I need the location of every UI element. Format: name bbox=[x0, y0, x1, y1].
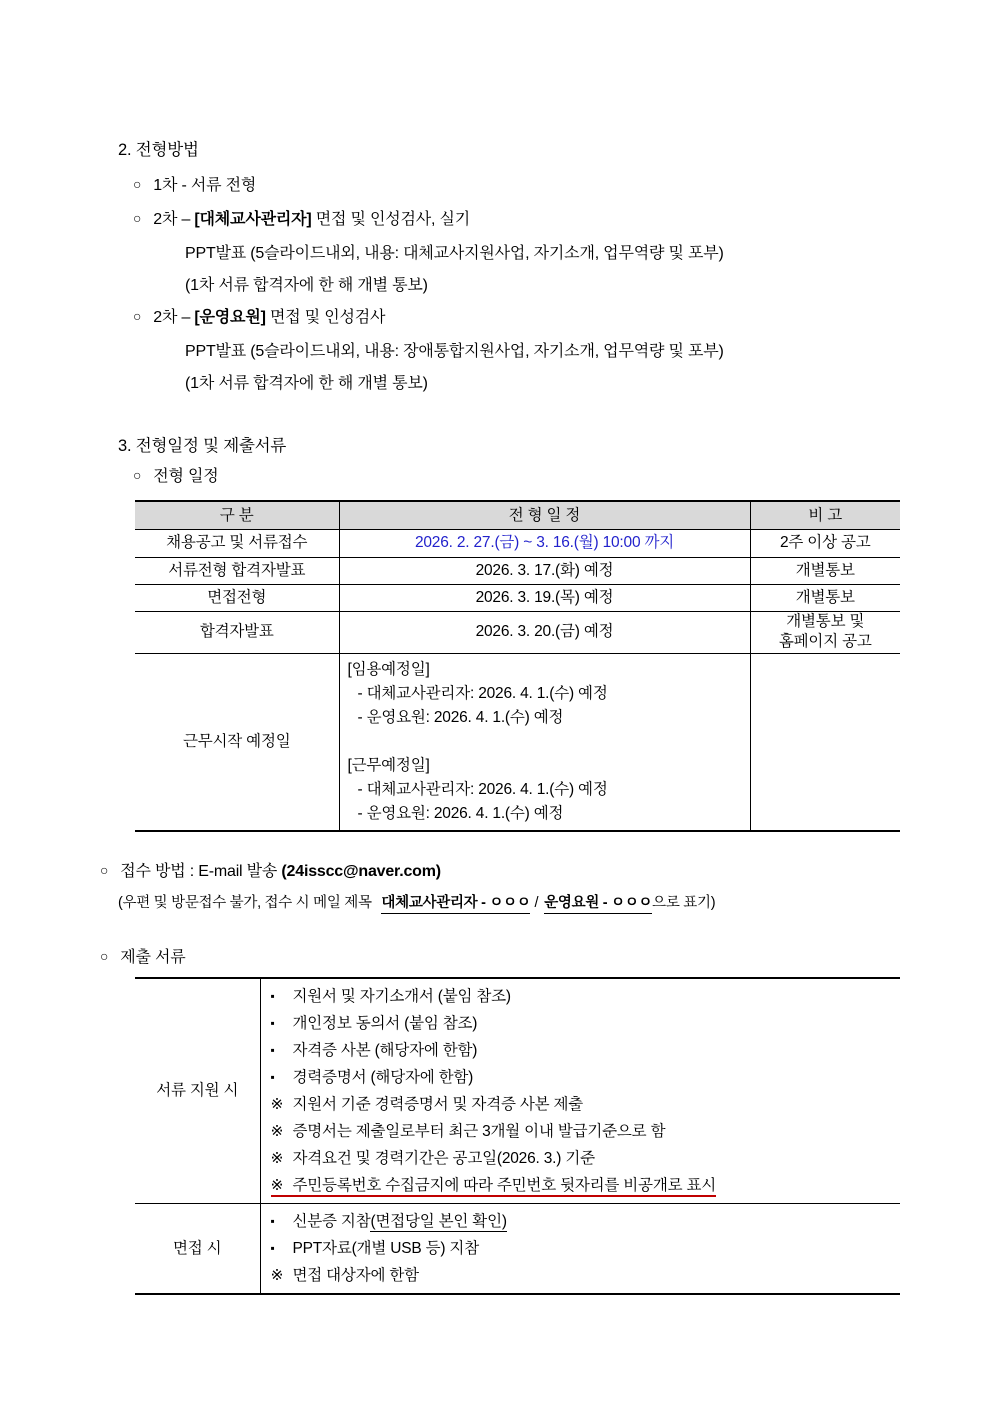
item-text: 신분증 지참 bbox=[292, 1213, 371, 1230]
table-row bbox=[135, 653, 900, 831]
square-marker: ▪ bbox=[270, 1016, 275, 1030]
individual-notice-note-manager: (1차 서류 합격자에 한 해 개별 통보) bbox=[185, 277, 428, 294]
circle-marker: ○ bbox=[133, 308, 142, 324]
row-note: 개별통보 bbox=[750, 557, 900, 584]
slash-separator: / bbox=[534, 895, 539, 911]
bullet-submission-docs bbox=[100, 944, 186, 967]
item-text: 자격요건 및 경력기간은 공고일(2026. 3.) 기준 bbox=[292, 1150, 595, 1167]
square-marker: ▪ bbox=[270, 989, 275, 1003]
item-text: PPT자료(개별 USB 등) 지참 bbox=[292, 1240, 479, 1257]
list-item bbox=[271, 1145, 901, 1172]
bullet-schedule bbox=[133, 463, 219, 486]
reception-note bbox=[118, 891, 715, 912]
row-schedule-date: 2026. 3. 20.(금) 예정 bbox=[339, 611, 750, 653]
table-row bbox=[135, 529, 900, 557]
square-marker: ▪ bbox=[270, 1043, 275, 1057]
square-marker: ▪ bbox=[270, 1241, 275, 1255]
ppt-presentation-note-operator: PPT발표 (5슬라이드내외, 내용: 장애통합지원사업, 자기소개, 업무역량 및 포부) bbox=[185, 343, 724, 360]
reference-marker: ※ bbox=[270, 1123, 284, 1140]
item-text: 개인정보 동의서 (붙임 참조) bbox=[292, 1015, 478, 1032]
ppt-presentation-note-manager: PPT발표 (5슬라이드내외, 내용: 대체교사지원사업, 자기소개, 업무역량 및 포부) bbox=[185, 245, 724, 262]
col-header-schedule: 전 형 일 정 bbox=[339, 501, 750, 529]
row-note: 2주 이상 공고 bbox=[750, 529, 900, 557]
square-marker: ▪ bbox=[270, 1070, 275, 1084]
list-item bbox=[271, 1037, 901, 1064]
bullet-second-round-manager bbox=[133, 206, 470, 229]
circle-marker: ○ bbox=[100, 862, 109, 878]
work-date-operator: - 운영요원: 2026. 4. 1.(수) 예정 bbox=[357, 804, 564, 822]
row-note-line2: 홈페이지 공고 bbox=[778, 633, 872, 650]
item-text: 증명서는 제출일로부터 최근 3개월 이내 발급기준으로 함 bbox=[292, 1123, 666, 1140]
item-text: 주민등록번호 수집금지에 따라 주민번호 뒷자리를 비공개로 표시 bbox=[292, 1177, 717, 1194]
schedule-header-row bbox=[135, 501, 900, 529]
list-item bbox=[271, 1118, 901, 1145]
first-round-text: 1차 - 서류 전형 bbox=[153, 177, 257, 194]
col-header-remarks: 비 고 bbox=[750, 501, 900, 529]
role-substitute-teacher-manager: [대체교사관리자] bbox=[194, 211, 312, 228]
appointment-date-operator: - 운영요원: 2026. 4. 1.(수) 예정 bbox=[357, 708, 564, 726]
bullet-second-round-operator bbox=[133, 304, 385, 327]
row-note-line1: 개별통보 및 bbox=[786, 613, 865, 630]
row-note bbox=[750, 653, 900, 831]
row-note: 개별통보 bbox=[750, 584, 900, 611]
second-round-post-2: 면접 및 인성검사 bbox=[265, 309, 386, 326]
bullet-first-round bbox=[133, 172, 256, 195]
work-date-title: [근무예정일] bbox=[347, 756, 430, 774]
reference-marker: ※ bbox=[270, 1177, 284, 1194]
submission-row-header: 서류 지원 시 bbox=[135, 978, 260, 1204]
reception-label: 접수 방법 : E-mail 발송 bbox=[120, 863, 282, 880]
row-schedule-date: 2026. 3. 17.(화) 예정 bbox=[339, 557, 750, 584]
list-item bbox=[271, 1091, 901, 1118]
section-schedule-heading: 3. 전형일정 및 제출서류 bbox=[118, 437, 287, 455]
submission-row-header: 면접 시 bbox=[173, 1239, 222, 1257]
item-text: 경력증명서 (해당자에 한함) bbox=[292, 1069, 474, 1086]
item-text-underlined: (면접당일 본인 확인) bbox=[370, 1213, 507, 1230]
list-item bbox=[271, 1064, 901, 1091]
appointment-date-title: [임용예정일] bbox=[347, 660, 430, 678]
row-note bbox=[750, 611, 900, 653]
list-item-red-underline bbox=[271, 1172, 901, 1199]
list-item bbox=[271, 1208, 901, 1235]
list-item bbox=[271, 983, 901, 1010]
reception-note-pre: (우편 및 방문접수 불가, 접수 시 메일 제목 bbox=[118, 895, 376, 911]
role-operation-staff: [운영요원] bbox=[194, 309, 266, 326]
submission-items-cell bbox=[260, 1204, 900, 1295]
row-schedule-date: 2026. 2. 27.(금) ~ 3. 16.(월) 10:00 까지 bbox=[339, 529, 750, 557]
reference-marker: ※ bbox=[270, 1267, 284, 1284]
reception-email: (24isscc@naver.com) bbox=[281, 863, 441, 880]
blank-line bbox=[348, 730, 750, 754]
table-row bbox=[135, 978, 900, 1204]
submission-label: 제출 서류 bbox=[120, 949, 186, 966]
work-start-detail-cell bbox=[339, 653, 750, 831]
item-text: 지원서 및 자기소개서 (붙임 참조) bbox=[292, 988, 511, 1005]
circle-marker: ○ bbox=[133, 467, 142, 483]
table-row bbox=[135, 584, 900, 611]
row-label: 면접전형 bbox=[135, 584, 339, 611]
submission-table bbox=[135, 977, 900, 1295]
submission-items-cell bbox=[260, 978, 900, 1204]
list-item bbox=[271, 1262, 901, 1289]
schedule-table bbox=[135, 500, 900, 832]
item-text: 면접 대상자에 한함 bbox=[292, 1267, 419, 1284]
bullet-reception-method bbox=[100, 858, 441, 881]
table-row bbox=[135, 1204, 900, 1295]
circle-marker: ○ bbox=[100, 948, 109, 964]
col-header-category: 구 분 bbox=[135, 501, 339, 529]
row-label: 서류전형 합격자발표 bbox=[135, 557, 339, 584]
appointment-date-manager: - 대체교사관리자: 2026. 4. 1.(수) 예정 bbox=[357, 684, 608, 702]
list-item bbox=[271, 1010, 901, 1037]
circle-marker: ○ bbox=[133, 176, 142, 192]
row-schedule-date: 2026. 3. 19.(목) 예정 bbox=[339, 584, 750, 611]
work-date-manager: - 대체교사관리자: 2026. 4. 1.(수) 예정 bbox=[357, 780, 608, 798]
second-round-pre: 2차 – bbox=[153, 211, 195, 228]
row-label: 합격자발표 bbox=[135, 611, 339, 653]
table-row bbox=[135, 611, 900, 653]
mail-subject-operator: 운영요원 - ㅇㅇㅇ bbox=[544, 895, 652, 914]
section-method-heading: 2. 전형방법 bbox=[118, 141, 199, 159]
reference-marker: ※ bbox=[270, 1150, 284, 1167]
square-marker: ▪ bbox=[270, 1214, 275, 1228]
list-item bbox=[271, 1235, 901, 1262]
item-text: 지원서 기준 경력증명서 및 자격증 사본 제출 bbox=[292, 1096, 584, 1113]
row-label: 채용공고 및 서류접수 bbox=[135, 529, 339, 557]
second-round-pre-2: 2차 – bbox=[153, 309, 195, 326]
mail-subject-manager: 대체교사관리자 - ㅇㅇㅇ bbox=[381, 895, 530, 914]
circle-marker: ○ bbox=[133, 210, 142, 226]
item-text: 자격증 사본 (해당자에 한함) bbox=[292, 1042, 478, 1059]
row-label: 근무시작 예정일 bbox=[182, 732, 291, 750]
individual-notice-note-operator: (1차 서류 합격자에 한 해 개별 통보) bbox=[185, 375, 428, 392]
table-row bbox=[135, 557, 900, 584]
reception-note-post: 으로 표기) bbox=[652, 895, 716, 911]
reference-marker: ※ bbox=[270, 1096, 284, 1113]
second-round-post: 면접 및 인성검사, 실기 bbox=[311, 211, 471, 228]
schedule-bullet-text: 전형 일정 bbox=[153, 468, 219, 485]
